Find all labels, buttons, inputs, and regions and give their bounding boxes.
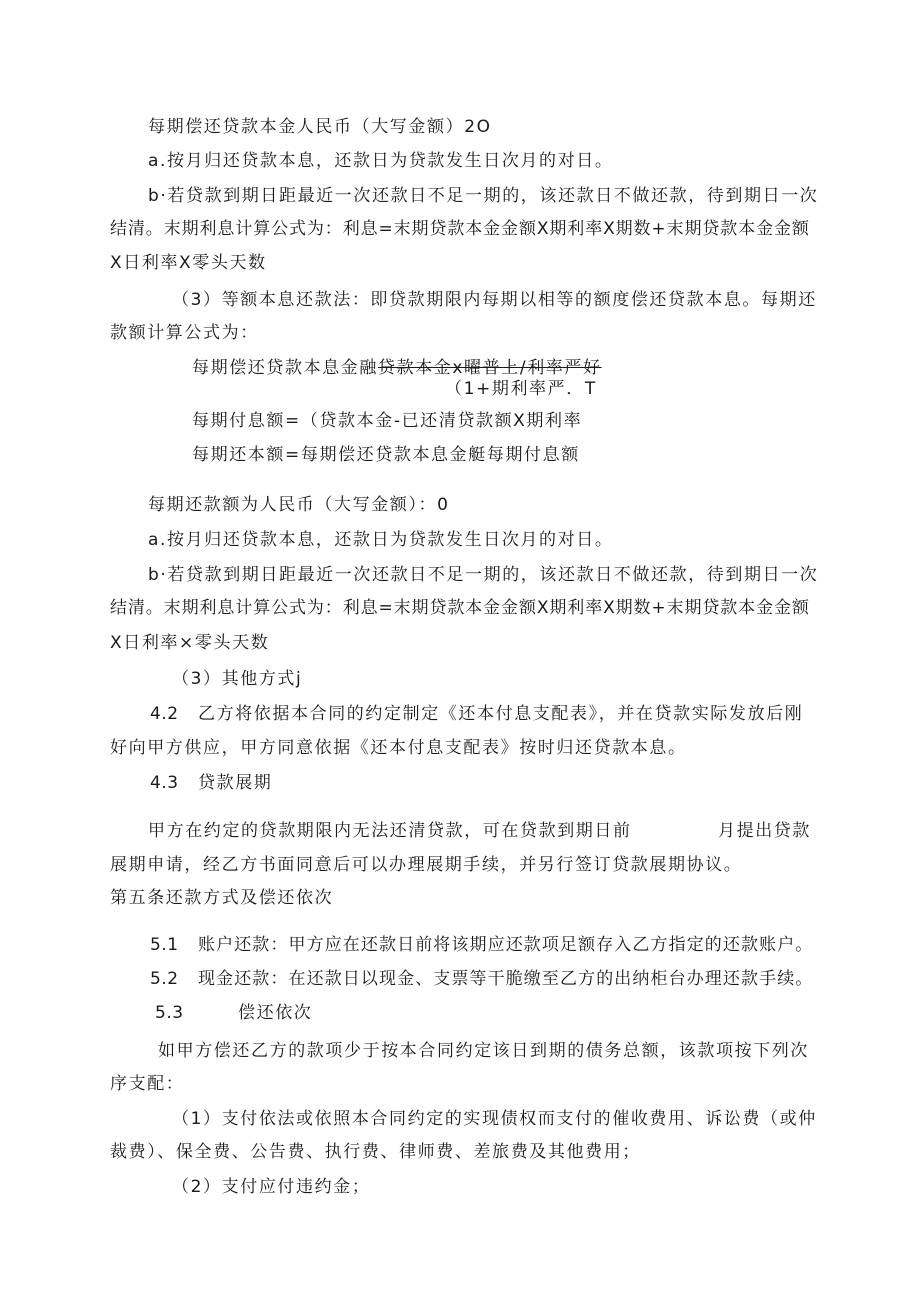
text-line: 好向甲方供应，甲方同意依据《还本付息支配表》按时归还贷款本息。 xyxy=(110,738,687,758)
text-line: 如甲方偿还乙方的款项少于按本合同约定该日到期的债务总额，该款项按下列次 xyxy=(158,1041,809,1061)
formula-denominator: （1+期利率严．T xyxy=(445,379,597,399)
formula-line xyxy=(192,357,602,379)
text-line: 甲方在约定的贷款期限内无法还清贷款，可在贷款到期日前 xyxy=(148,821,632,841)
clause-number: 5.3 xyxy=(155,1003,184,1023)
text-line: 裁费）、保全费、公告费、执行费、律师费、差旅费及其他费用； xyxy=(110,1142,641,1162)
text-line: （2）支付应付违约金； xyxy=(172,1177,371,1197)
text-line: 展期申请，经乙方书面同意后可以办理展期手续，并另行签订贷款展期协议。 xyxy=(110,855,743,875)
text-line: 款额计算公式为： xyxy=(110,323,259,343)
text-line: X日利率X零头天数 xyxy=(110,253,267,273)
text-line: （1）支付依法或依照本合同约定的实现债权而支付的催收费用、诉讼费（或仲 xyxy=(172,1109,817,1129)
clause-number: 5.2 xyxy=(150,969,179,989)
text-line: 月提出贷款 xyxy=(718,821,811,841)
text-line: 结清。末期利息计算公式为：利息=末期贷款本金金额X期利率X期数+末期贷款本金金额 xyxy=(110,219,810,239)
text-line: 账户还款：甲方应在还款日前将该期应还款项足额存入乙方指定的还款账户。 xyxy=(198,935,814,955)
formula-struck-text: 贷款本金x曜普上/利率严好 xyxy=(378,358,602,378)
formula-label: 每期偿还贷款本息金融 xyxy=(192,358,378,378)
text-line: （3）其他方式j xyxy=(172,669,303,689)
clause-number: 4.3 xyxy=(150,773,179,793)
formula-line: 每期还本额=每期偿还贷款本息金艇每期付息额 xyxy=(192,445,580,465)
text-line: 每期还款额为人民币（大写金额）：0 xyxy=(148,495,450,515)
text-line: 序支配： xyxy=(110,1074,185,1094)
article-heading: 第五条还款方式及偿还依次 xyxy=(110,888,334,908)
text-line: 每期偿还贷款本金人民币（大写金额）2O xyxy=(148,117,492,137)
clause-heading: 偿还依次 xyxy=(238,1003,313,1023)
clause-heading: 贷款展期 xyxy=(198,773,273,793)
clause-number: 4.2 xyxy=(150,704,179,724)
text-line: b·若贷款到期日距最近一次还款日不足一期的，该还款日不做还款，待到期日一次 xyxy=(148,186,819,206)
text-line: a.按月归还贷款本息，还款日为贷款发生日次月的对日。 xyxy=(148,151,614,171)
text-line: X日利率×零头天数 xyxy=(110,633,270,653)
formula-line: 每期付息额=（贷款本金-已还清贷款额X期利率 xyxy=(192,411,583,431)
clause-number: 5.1 xyxy=(150,935,179,955)
text-line: b·若贷款到期日距最近一次还款日不足一期的，该还款日不做还款，待到期日一次 xyxy=(148,565,819,585)
text-line: （3）等额本息还款法：即贷款期限内每期以相等的额度偿还贷款本息。每期还 xyxy=(172,290,817,310)
text-line: a.按月归还贷款本息，还款日为贷款发生日次月的对日。 xyxy=(148,530,614,550)
text-line: 乙方将依据本合同的约定制定《还本付息支配表》，并在贷款实际发放后刚 xyxy=(198,704,804,724)
text-line: 现金还款：在还款日以现金、支票等干脆缴至乙方的出纳柜台办理还款手续。 xyxy=(198,969,814,989)
text-line: 结清。末期利息计算公式为：利息=末期贷款本金金额X期利率X期数+末期贷款本金金额 xyxy=(110,598,810,618)
